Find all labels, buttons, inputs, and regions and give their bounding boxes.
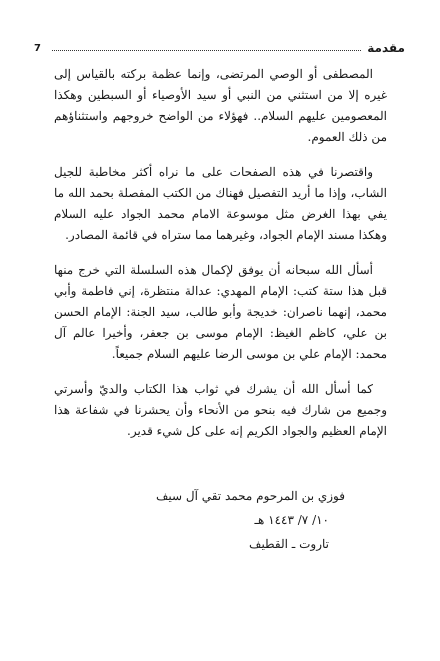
header-dotted-leader: [52, 50, 361, 51]
body-text: [54, 64, 387, 456]
author-name: فوزي بن المرحوم محمد تقي آل سيف: [155, 489, 345, 503]
page-header: [34, 39, 405, 57]
signature-block: [156, 484, 345, 556]
signature-place: تاروت ـ القطيف: [249, 537, 329, 551]
section-title: مقدمة: [367, 41, 405, 55]
page-number: 7: [34, 42, 41, 54]
paragraph-1: المصطفى أو الوصي المرتضى، وإنما عظمة بركته بالقياس إلى غيره إلا من استثني من النبي أو سيد الأوصياء أو السبطين وهكذا المعصومين عليهم السلام.. فهؤلاء من الواضح خروجهم واستثناؤهم من ذلك العموم.: [54, 67, 387, 144]
paragraph-2: واقتصرنا في هذه الصفحات على ما نراه أكثر مخاطبة للجيل الشاب، وإذا ما أريد التفصيل فهناك من الكتب المفصلة بحمد الله ما يفي بهذا الغرض مثل موسوعة الامام محمد الجواد عليه السلام وهكذا مسند الإمام الجواد، وغيرهما مما ستراه في قائمة المصادر.: [54, 165, 387, 242]
signature-date: ١٠/ ٧/ ١٤٤٣ هـ: [254, 513, 329, 527]
paragraph-3: أسأل الله سبحانه أن يوفق لإكمال هذه السلسلة التي خرج منها قبل هذا ستة كتب: الإمام المهدي: عدالة منتظرة، إني فاطمة وأبي محمد، إنهما ناصران: خديجة وأبو طالب، سيد الجنة: الإمام الحسن بن علي، كاظم الغيظ: الإمام موسى بن جعفر، وأخيرا عالم آل محمد: الإمام علي بن موسى الرضا عليهم السلام جميعاً.: [54, 263, 387, 361]
paragraph-4: كما أسأل الله أن يشرك في ثواب هذا الكتاب والديّ وأسرتي وجميع من شارك فيه بنحو من الأنحاء وأن يحشرنا في شفاعة هذا الإمام العظيم والجواد الكريم إنه على كل شيء قدير.: [54, 382, 387, 438]
